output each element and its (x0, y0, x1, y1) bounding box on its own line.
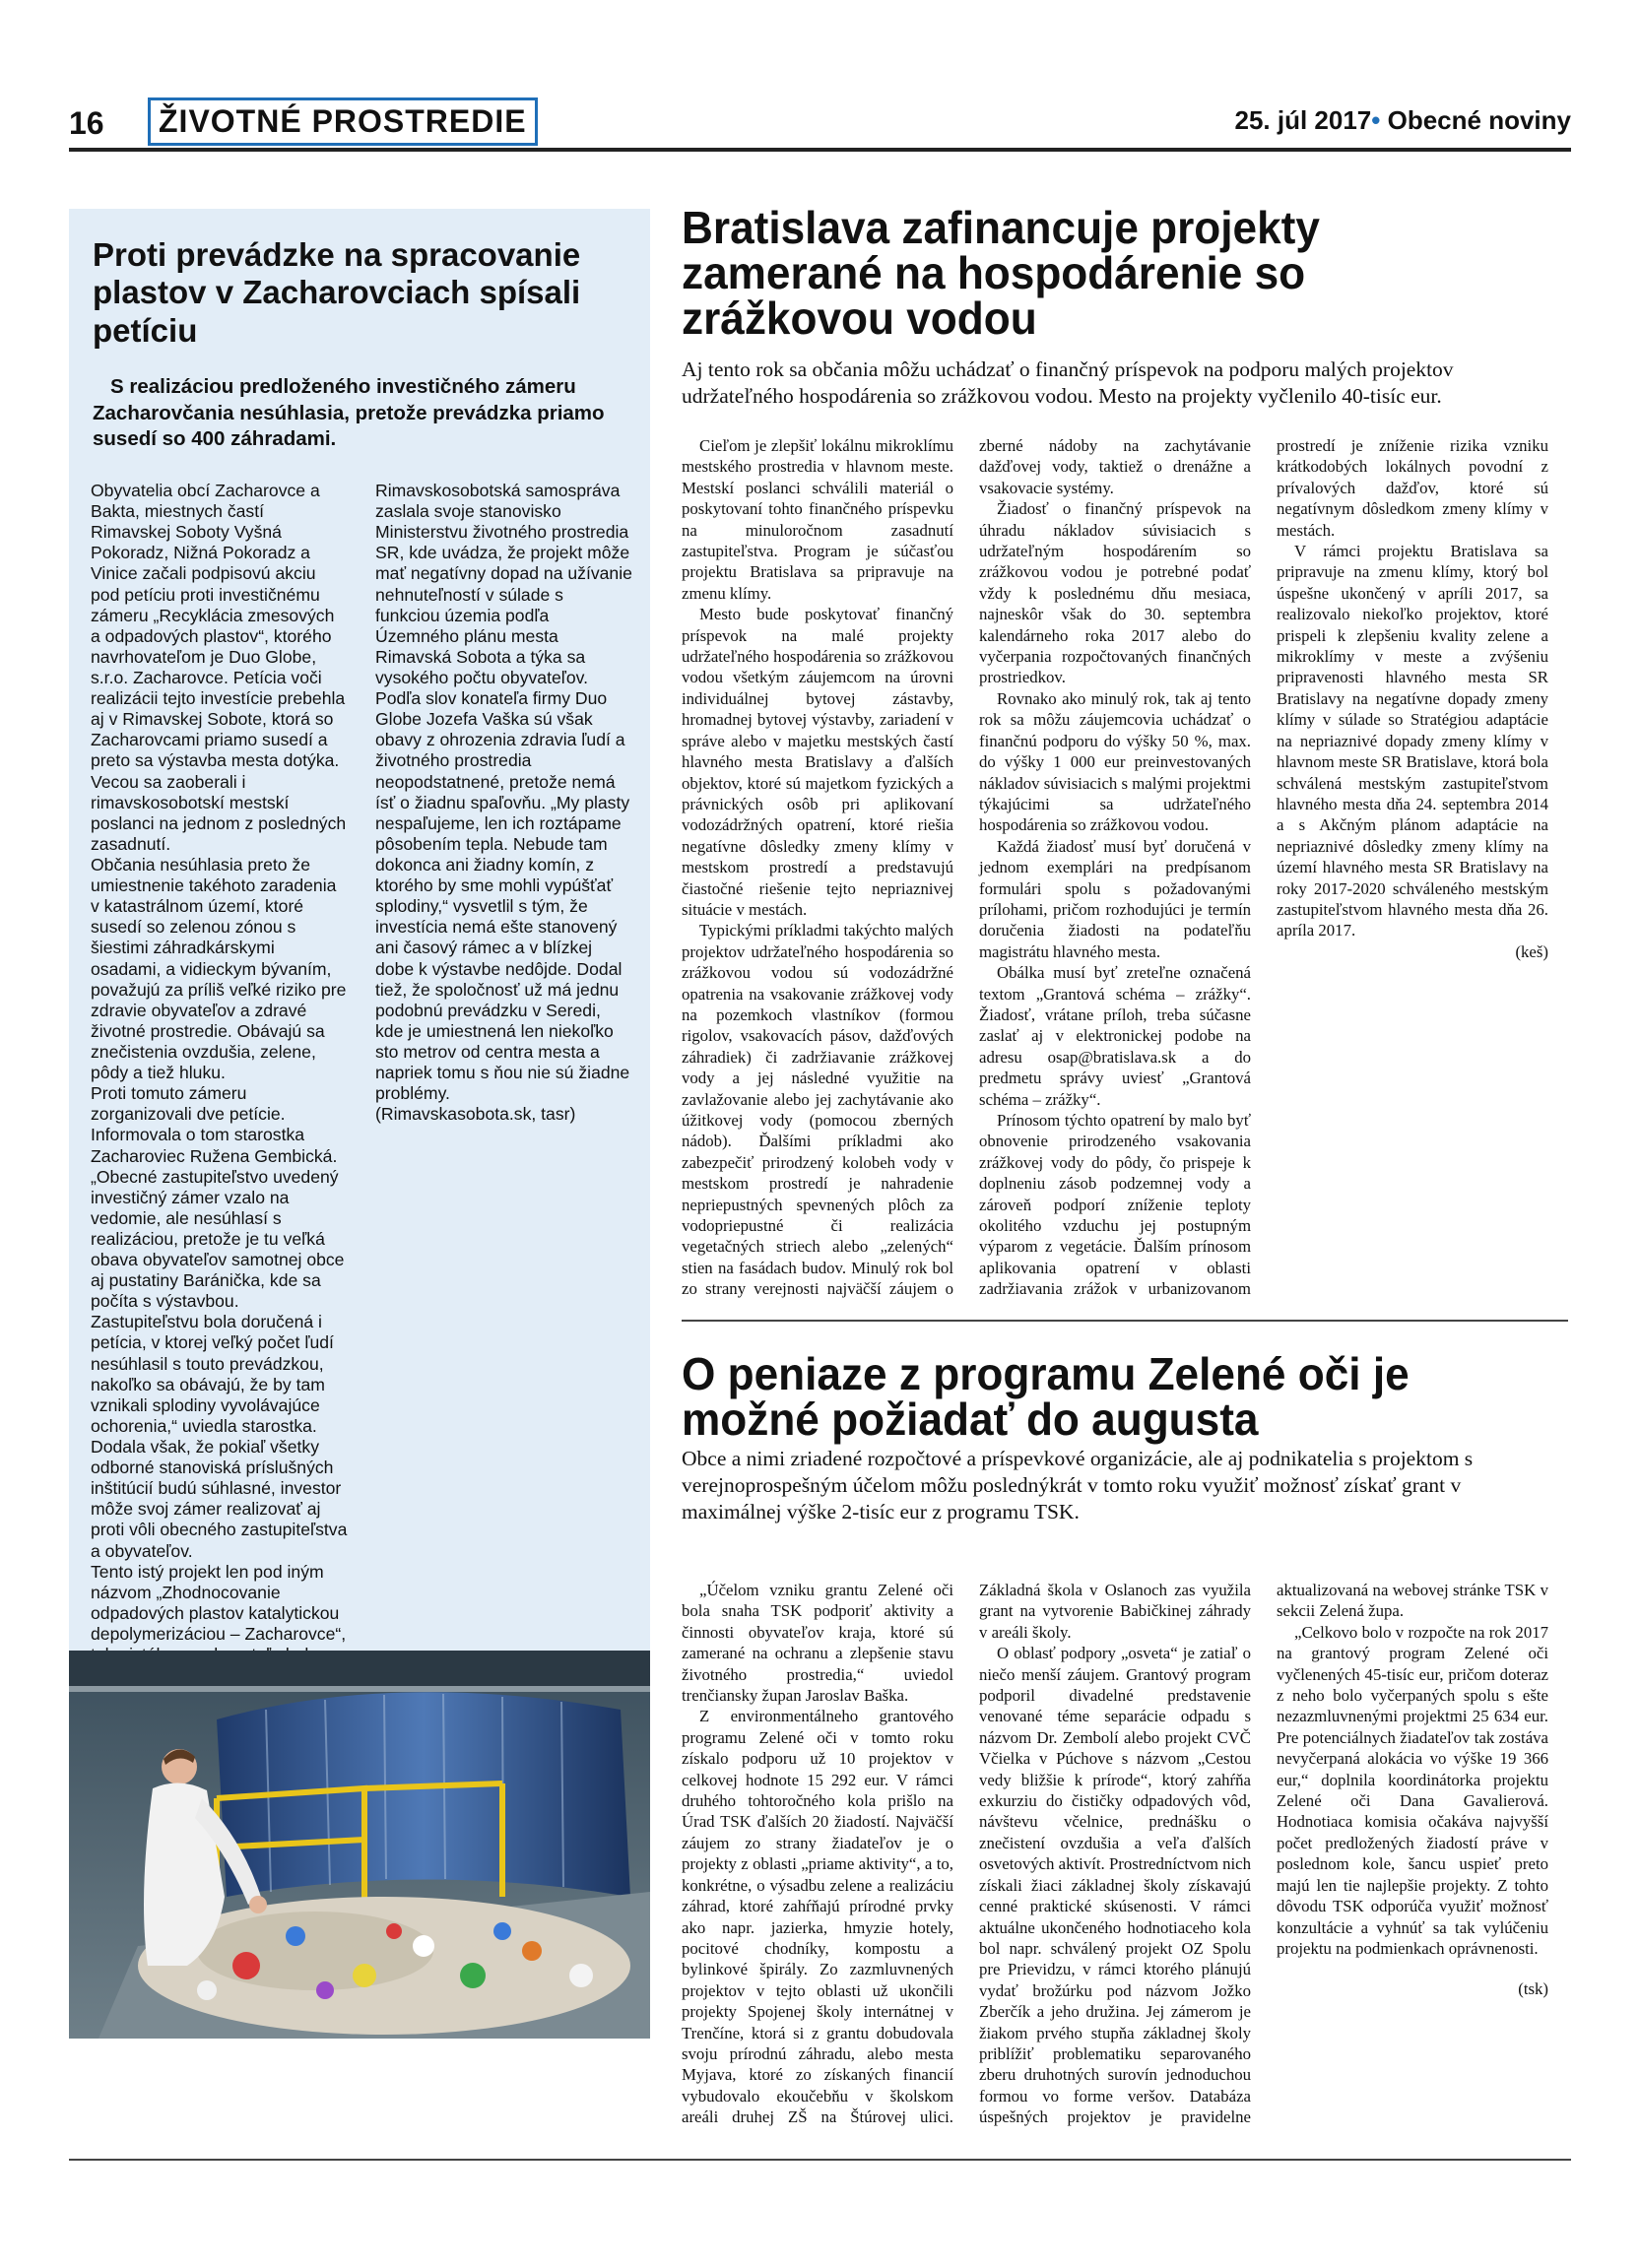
paragraph: Prínosom týchto opatrení by malo byť obnovenie prirodzeného vsakovania zrážkovej vody do pôdy, čo prispeje k doplneniu zásob podzemnej vody a zároveň podporí zníženie teploty okolitého vzduchu jej postupným výparom z vegetácie. Ďalším prínosom aplikovania opatrení v oblasti zadržiavania zrážok v urbanizovanom prostredí je zníženie rizika vzniku krátkodobých lokálnych povodní z prívalových dažďov, ktoré sú negatívnym dôsledkom zmeny klímy v mestách. (979, 436, 1548, 1299)
article-left-body (91, 481, 632, 1849)
article-2-title: O peniaze z programu Zelené oči je možné požiadať do augusta (682, 1348, 1410, 1445)
issue-date: 25. júl 2017 (1234, 105, 1372, 135)
paragraph: Proti tomuto zámeru zorganizovali dve petície. Informovala o tom starostka Zacharoviec Ružena Gembická. „Obecné zastupiteľstvo uvedený investičný zámer vzalo na vedomie, ale nesúhlasí s realizáciou, pretože je tu veľká obava obyvateľov samotnej obce aj pustatiny Baránička, kde sa počíta s výstavbou. Zastupiteľstvu bola doručená i petícia, v ktorej veľký počet ľudí nesúhlasil s touto prevádzkou, nakoľko sa obávajú, že by tam vznikali splodiny vyvolávajúce ochorenia,“ uviedla starostka. Dodala však, že pokiaľ všetky odborné stanoviská príslušných inštitúcií budú súhlasné, investor môže svoj zámer realizovať aj proti vôli obecného zastupiteľstva a obyvateľov. (91, 1083, 348, 1561)
section-title: ŽIVOTNÉ PROSTREDIE (148, 97, 538, 146)
article-1-body (682, 435, 1548, 1302)
paragraph: Obálka musí byť zreteľne označená textom „Grantová schéma – zrážky“. Žiadosť, vrátane príloh, treba súčasne zaslať aj v elektronickej podobe na adresu osap@bratislava.sk a do predmetu správy uviesť „Grantová schéma – zrážky“. (979, 963, 1251, 1109)
paragraph: Mesto bude poskytovať finančný príspevok na malé projekty udržateľného hospodárenia so zrážkovou vodou všetkým záujemcom na úrovni individuálnej bytovej zástavby, hromadnej bytovej výstavby, zariadení v správe alebo v majetku mestských častí hlavného mesta Bratislavy a ďalších objektov, ktoré sú majetkom fyzických a právnických osôb pri aplikovaní vodozádržných opatrení, ktoré riešia negatívne dôsledky zmeny klímy v mestskom prostredí a predstavujú čiastočné riešenie tejto nepriaznivej situácie v mestách. (682, 605, 953, 919)
paragraph: Žiadosť o finančný príspevok na úhradu nákladov súvisiacich s udržateľným hospodárením so zrážkovou vodou je potrebné podať vždy k poslednému dňu mesiaca, najneskôr však do 30. septembra kalendárneho roka 2017 alebo do vyčerpania rozpočtovaných finančných prostriedkov. (979, 499, 1251, 687)
article-left-lead: S realizáciou predloženého investičného zámeru Zacharovčania nesúhlasia, pretože prevádzka priamo susedí so 400 záhradami. (93, 375, 605, 451)
paragraph: Každá žiadosť musí byť doručená v jednom exemplári na predpísanom formulári spolu s požadovanými prílohami, pričom rozhodujúci je termín doručenia žiadosti na podateľňu magistrátu hlavného mesta. (979, 836, 1251, 961)
article-2-signature: (tsk) (1518, 1979, 1548, 1999)
paragraph: Rovnako ako minulý rok, tak aj tento rok sa môžu záujemcovia uchádzať o finančnú podporu do výšky 50 %, max. do výšky 1 000 eur preinvestovaných nákladov súvisiacich s malými projektmi týkajúcimi sa udržateľného hospodárenia so zrážkovou vodou. (979, 688, 1251, 835)
paragraph: „Celkovo bolo v rozpočte na rok 2017 na grantový program Zelené oči vyčlenených 45-tisíc eur, pričom doteraz z neho bolo vyčerpaných spolu s ešte nezazmluvnenými projektmi 25 634 eur. Pre potenciálnych žiadateľov tak zostáva nevyčerpaná alokácia vo výške 19 366 eur,“ doplnila koordinátorka projektu Zelené oči Dana Gavalierová. Hodnotiaca komisia očakáva najvyšší počet predložených žiadostí práve v poslednom kole, šancu uspieť preto majú len tie najlepšie projekty. Z tohto dôvodu TSK odporúča využiť možnosť konzultácie a vyhnúť sa tak vylúčeniu projektu na podmienkach oprávnenosti. (1277, 1622, 1548, 1958)
separator-dot: • (1371, 105, 1381, 135)
paragraph: (Rimavskasobota.sk, tasr) (375, 1104, 576, 1125)
paragraph: V rámci projektu Bratislava sa pripravuje na zmenu klímy, ktorý bol úspešne ukončený v apríli 2017, sa realizovalo niekoľko projektov, ktoré prispeli k zlepšeniu kvality zelene a mikroklímy v meste a zvýšeniu pripravenosti hlavného mesta SR Bratislavy na negatívne dopady zmeny klímy v súlade so Stratégiou adaptácie na nepriaznivé dopady zmeny klímy v hlavnom meste SR Bratislave, ktorá bola schválená mestským zastupiteľstvom hlavného mesta dňa 24. septembra 2014 a s Akčným plánom adaptácie na nepriaznivé dôsledky zmeny klímy na území hlavného mesta SR Bratislavy na roky 2017-2020 schváleného mestským zastupiteľstvom hlavného mesta dňa 26. apríla 2017. (1277, 542, 1548, 940)
footer-rule (69, 2159, 1571, 2161)
article-2-lead: Obce a nimi zriadené rozpočtové a príspevkové organizácie, ale aj podnikatelia s projektom s verejnoprospešným účelom môžu poslednýkrát v tomto roku využiť možnosť získať grant v maximálnej výške 2-tisíc eur z programu TSK. (682, 1447, 1474, 1523)
paragraph: „Účelom vzniku grantu Zelené oči bola snaha TSK podporiť aktivity a činnosti obyvateľov kraja, ktoré sú zamerané na ochranu a zlepšenie stavu životného prostredia,“ uviedol trenčiansky župan Jaroslav Baška. (682, 1581, 953, 1706)
paragraph: Z environmentálneho grantového programu Zelené oči v tomto roku získalo podporu už 10 projektov v celkovej hodnote 15 292 eur. V rámci druhého tohtoročného kola prišlo na Úrad TSK ďalších 20 žiadostí. Najväčší záujem zo strany žiadateľov je o projekty z oblasti „priame aktivity“, a to, konkrétne, o výsadbu zelene a realizáciu záhrad, ktoré zahŕňajú prírodné prvky ako napr. jazierka, hmyzie hotely, pocitové chodníky, kompostu a bylinkové špirály. Zo zazmluvnených projektov v tejto oblasti už ukončili projekty Spojenej školy internátnej v Trenčíne, ktorá si z grantu dobudovala svoju prírodnú záhradu, alebo mesta Myjava, ktoré zo získaných financií vybudovalo ekoučebňu v školskom areáli druhej ZŠ na Štúrovej ulici. Základná škola v Oslanoch zas využila grant na vytvorenie Babičkinej záhrady v areáli školy. (682, 1581, 1251, 2127)
article-separator-rule (682, 1320, 1568, 1322)
article-2-body (682, 1580, 1548, 2131)
issue-info (1235, 105, 1572, 136)
page-number: 16 (69, 105, 104, 141)
article-left-title: Proti prevádzke na spracovanie plastov v Zacharovciach spísali petíciu (93, 236, 581, 349)
article-1-lead: Aj tento rok sa občania môžu uchádzať o finančný príspevok na podporu malých projektov udržateľného hospodárenia so zrážkovou vodou. Mesto na projekty vyčlenilo 40-tisíc eur. (682, 357, 1454, 408)
article-1-signature: (keš) (1515, 941, 1548, 961)
paragraph: Rimavskosobotská samospráva zaslala svoje stanovisko Ministerstvu životného prostredia SR, kde uvádza, že projekt môže mať negatívny dopad na užívanie nehnuteľností v súlade s funkciou územia podľa Územného plánu mesta Rimavská Sobota a týka sa vysokého počtu obyvateľov. (375, 481, 632, 687)
recycling-plant-photo (69, 1651, 650, 2039)
article-left-box (69, 209, 650, 2039)
paragraph: Občania nesúhlasia preto že umiestnenie takéhoto zaradenia v katastrálnom území, ktoré susedí so zelenou zónou s šiestimi záhradkárskymi osadami, a vidieckym bývaním, považujú za príliš veľké riziko pre zdravie obyvateľov a zdravé životné prostredie. Obávajú sa znečistenia ovzdušia, zelene, pôdy a tiež hluku. (91, 854, 347, 1083)
page-header (69, 94, 1571, 153)
header-rule (69, 148, 1571, 152)
paragraph: Cieľom je zlepšiť lokálnu mikroklímu mestského prostredia v hlavnom meste. Mestskí poslanci schválili materiál o poskytovaní tohto finančného príspevku na minuloročnom zasadnutí zastupiteľstva. Program je súčasťou projektu Bratislava sa pripravuje na zmenu klímy. (682, 436, 953, 603)
paragraph: Obyvatelia obcí Zacharovce a Bakta, miestnych častí Rimavskej Soboty Vyšná Pokoradz, Nižná Pokoradz a Vinice začali podpisovú akciu pod petíciu proti investičnému zámeru „Recyklácia zmesových a odpadových plastov“, ktorého navrhovateľom je Duo Globe, s.r.o. Zacharovce. Petícia voči realizácii tejto investície prebehla aj v Rimavskej Sobote, ktorá so Zacharovcami priamo susedí a preto sa výstavba mesta dotýka. Vecou sa zaoberali i rimavskosobotskí mestskí poslanci na jednom z posledných zasadnutí. (91, 481, 347, 854)
article-1-title: Bratislava zafinancuje projekty zamerané na hospodárenie so zrážkovou vodou (682, 202, 1320, 344)
paragraph: Podľa slov konateľa firmy Duo Globe Jozefa Vaška sú však obavy z ohrozenia zdravia ľudí a životného prostredia neopodstatnené, pretože nemá ísť o žiadnu spaľovňu. „My plasty nespaľujeme, len ich roztápame pôsobením tepla. Nebude tam dokonca ani žiadny komín, z ktorého by sme mohli vypúšťať splodiny,“ vysvetlil s tým, že investícia nemá ešte stanovený ani časový rámec a v blízkej dobe k výstavbe nedôjde. Dodal tiež, že spoločnosť už má jednu podobnú prevádzku v Seredi, kde je umiestnená len niekoľko sto metrov od centra mesta a napriek tomu s ňou nie sú žiadne problémy. (375, 688, 630, 1104)
paragraph: Typickými príkladmi takýchto malých projektov udržateľného hospodárenia so zrážkovou vodou sú vodozádržné opatrenia na vsakovanie zrážkovej vody na pozemkoch vlastníkov (formou rigolov, vsakovacích pásov, dažďových záhradiek) či zadržiavanie zrážkovej vody a jej následné využitie na zavlažovanie alebo jej zachytávanie ako úžitkovej vody (pomocou zberných nádob). Ďalšími príkladmi ako zabezpečiť prirodzený kolobeh vody v mestskom prostredí je nahradenie nepriepustných spevnených plôch za vodopriepustné či realizácia vegetačných striech alebo „zelených“ stien na fasádach budov. Minulý rok bol zo strany verejnosti najväčší záujem o zberné nádoby na zachytávanie dažďovej vody, taktiež o drenážne a vsakovacie systémy. (682, 436, 1251, 1299)
paragraph: O oblasť podpory „osveta“ je zatiaľ o niečo menší záujem. Grantový program podporil divadelné predstavenie venované téme separácie odpadu s názvom Dr. Zembolí alebo projekt CVČ Včielka v Púchove s názvom „Cestou vedy bližšie k prírode“, ktorý zahŕňa exkurziu do čističky odpadových vôd, návštevu včelnice, prednášku o znečistení ovzdušia a veľa ďalších osvetových aktivít. Prostredníctvom nich získali žiaci základnej školy získavajú cenné praktické skúsenosti. V rámci aktuálne ukončeného hodnotiaceho kola bol napr. schválený projekt OZ Spolu pre Prievidzu, v rámci ktorého plánujú vydať brožúrku pod názvom Jožko Zberčík a jeho družina. Jej zámerom je žiakom prvého stupňa základnej školy priblížiť problematiku separovaného zberu druhotných surovín jednoduchou formou vo forme veršov. Databáza úspešných projektov je pravidelne aktualizovaná na webovej stránke TSK v sekcii Zelená župa. (979, 1581, 1548, 2127)
publication-name: Obecné noviny (1387, 105, 1571, 135)
paragraph: Tento istý projekt len pod iným názvom „Zhodnocovanie odpadových plastov katalytickou depolymerizáciou – Zacharovce“, (91, 1561, 347, 1645)
